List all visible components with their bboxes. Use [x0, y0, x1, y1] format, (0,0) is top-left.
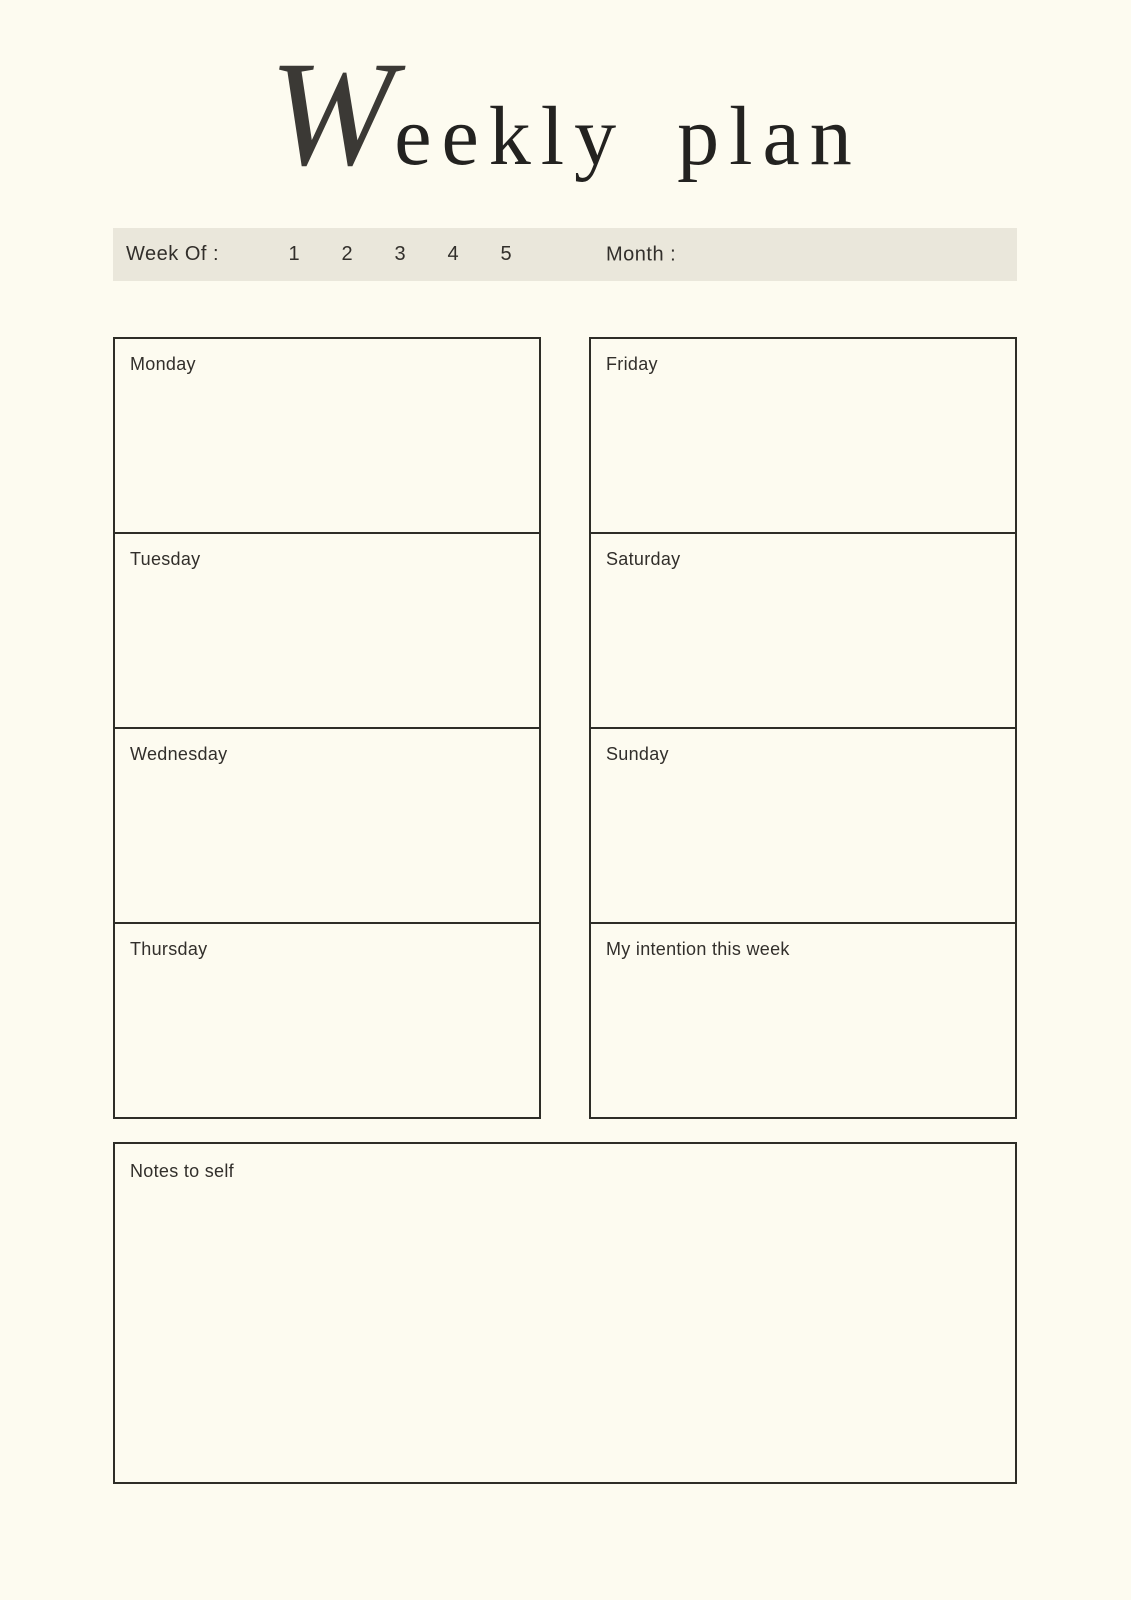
day-label-tuesday: Tuesday: [130, 549, 201, 569]
day-label-saturday: Saturday: [606, 549, 681, 569]
week-number-5[interactable]: 5: [500, 243, 512, 265]
notes-box: [113, 1142, 1017, 1484]
day-box-thursday: [113, 922, 541, 1119]
day-writing-area-sunday[interactable]: [593, 777, 1013, 920]
day-box-intention: [589, 922, 1017, 1119]
notes-label: Notes to self: [130, 1161, 234, 1181]
title-initial-letter: W: [269, 31, 395, 197]
weekday-column-left: [113, 337, 541, 1119]
notes-writing-area[interactable]: [117, 1198, 1013, 1480]
day-writing-area-saturday[interactable]: [593, 582, 1013, 725]
day-label-wednesday: Wednesday: [130, 744, 228, 764]
day-box-monday: [113, 337, 541, 534]
day-writing-area-friday[interactable]: [593, 387, 1013, 530]
week-number-options: [283, 243, 548, 266]
day-label-sunday: Sunday: [606, 744, 669, 764]
week-of-label: Week Of :: [126, 243, 220, 265]
week-number-2[interactable]: 2: [341, 243, 353, 265]
weekday-column-right: [589, 337, 1017, 1119]
month-label: Month :: [606, 243, 677, 265]
day-box-tuesday: [113, 532, 541, 729]
day-box-saturday: [589, 532, 1017, 729]
day-box-friday: [589, 337, 1017, 534]
day-label-monday: Monday: [130, 354, 196, 374]
intention-writing-area[interactable]: [593, 972, 1013, 1115]
day-label-intention: My intention this week: [606, 939, 790, 959]
day-writing-area-monday[interactable]: [117, 387, 537, 530]
day-label-thursday: Thursday: [130, 939, 208, 959]
title-rest-text: eekly plan: [394, 90, 862, 183]
week-number-4[interactable]: 4: [447, 243, 459, 265]
week-number-1[interactable]: 1: [288, 243, 300, 265]
day-box-sunday: [589, 727, 1017, 924]
day-box-wednesday: [113, 727, 541, 924]
week-of-bar: [113, 228, 1017, 281]
day-writing-area-wednesday[interactable]: [117, 777, 537, 920]
day-writing-area-tuesday[interactable]: [117, 582, 537, 725]
day-label-friday: Friday: [606, 354, 658, 374]
week-number-3[interactable]: 3: [394, 243, 406, 265]
day-writing-area-thursday[interactable]: [117, 972, 537, 1115]
page-title: [0, 28, 1131, 201]
